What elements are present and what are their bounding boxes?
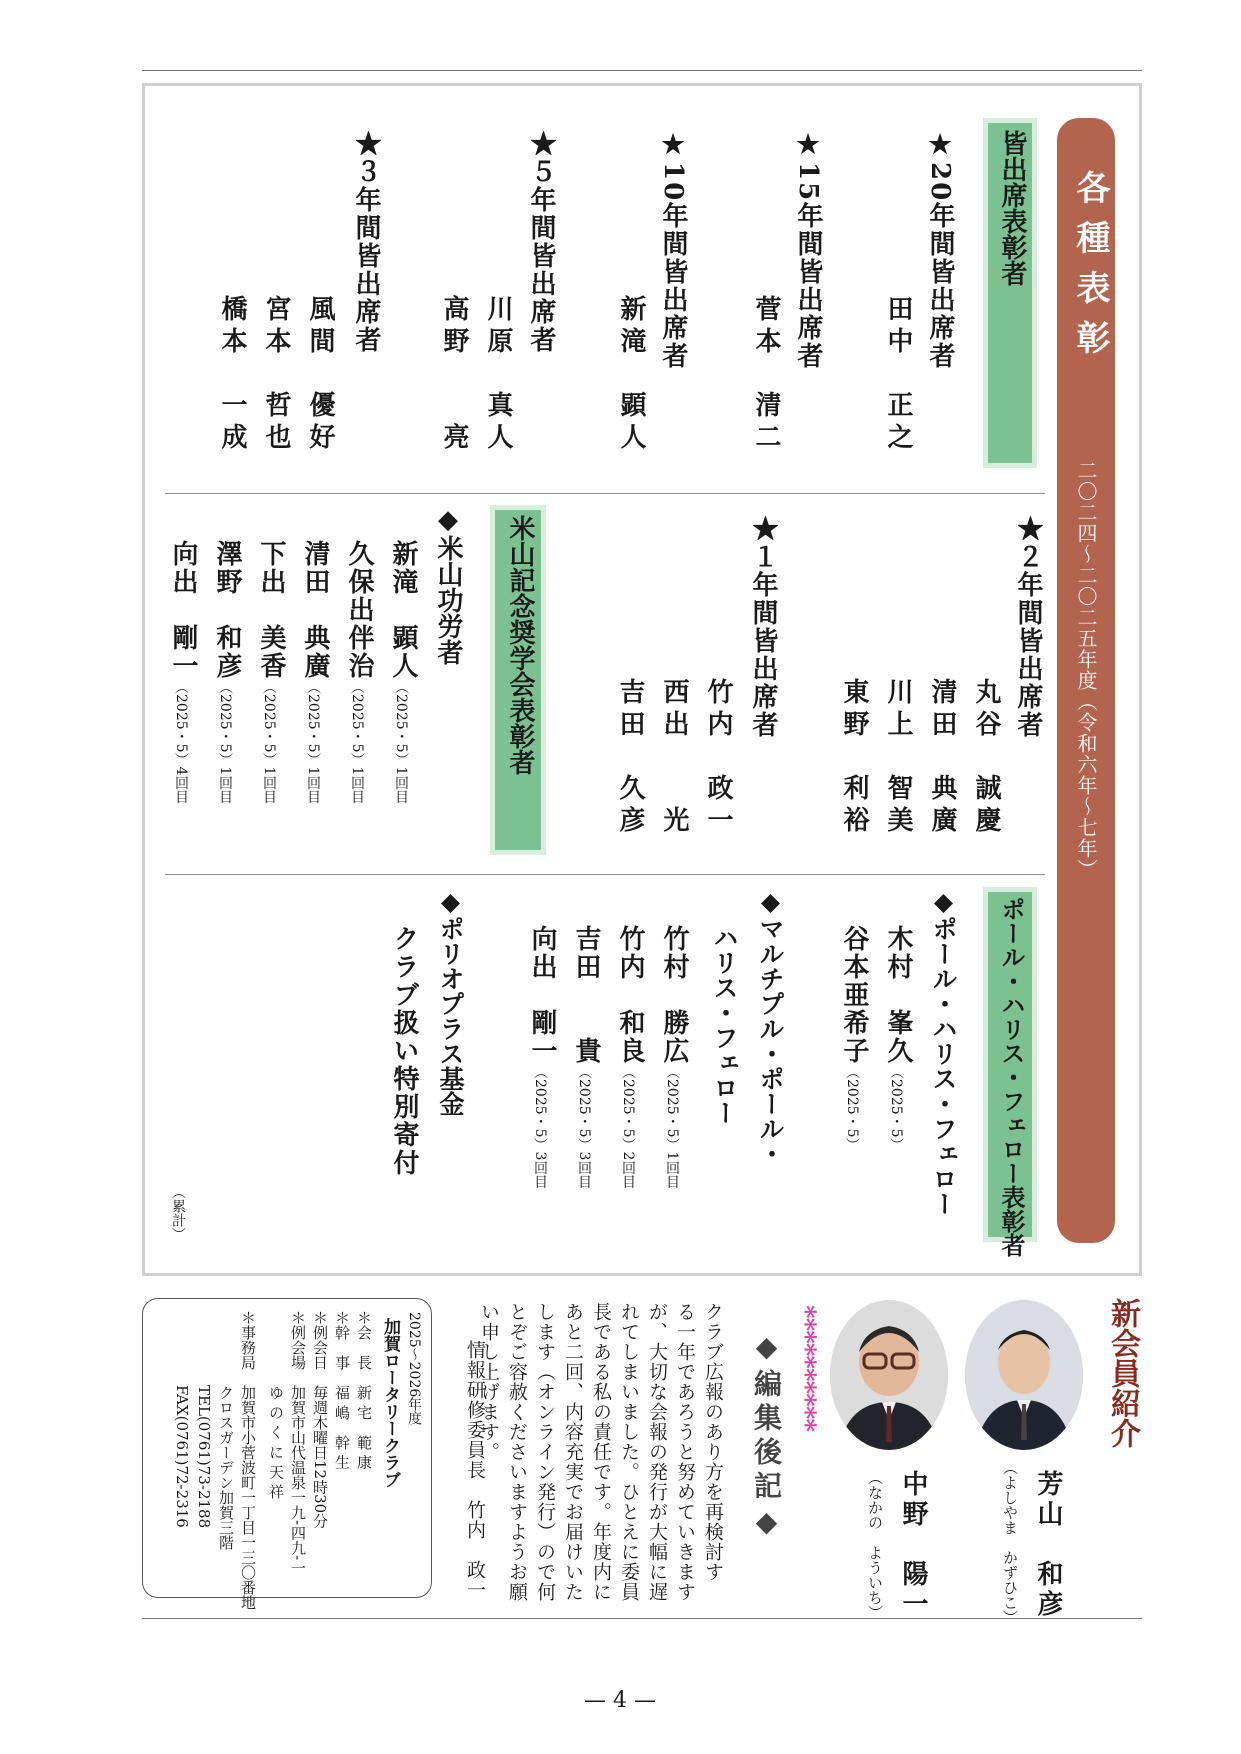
entry-name: 向出 剛一 <box>168 540 198 680</box>
group-label-3: ★３年間皆出席者 <box>351 130 381 354</box>
entry-name: 向出 剛一 <box>527 925 557 1065</box>
ph-sub3-line: クラブ扱い特別寄付 <box>389 925 419 1177</box>
member-name: 田中 正之 <box>883 295 913 455</box>
bottom-rule <box>142 1618 1142 1619</box>
entry-name: 清田 典廣 <box>300 540 330 680</box>
member-name: 宮本 哲也 <box>261 295 291 455</box>
editor-line: とぞご容赦くださいますようお願 <box>506 1302 528 1602</box>
entry-name: 谷本亜希子 <box>839 925 869 1065</box>
member-name: 高野 亮 <box>439 295 469 455</box>
club-info-line: ＊例会日 毎週木曜日12時30分 <box>311 1310 329 1529</box>
entry-note: （2025・5） <box>844 1065 860 1152</box>
member-reading: （よしやま かずひこ） <box>1001 1460 1019 1625</box>
group-label-2: ★２年間皆出席者 <box>1013 515 1043 739</box>
group-label-20: ★20年間皆出席者 <box>925 130 955 371</box>
person-photo-icon <box>830 1300 948 1450</box>
entry-name: 竹村 勝広 <box>659 925 689 1065</box>
club-info-line: ＊事務局 加賀市小菅波町一丁目一三〇番地 <box>239 1310 257 1610</box>
club-info-line: ＊幹 事 福 嶋 幹 生 <box>333 1310 351 1470</box>
member-name: 橋本 一成 <box>217 295 247 455</box>
club-name: 加賀ロータリークラブ <box>380 1318 400 1488</box>
member-name: 新滝 顕人 <box>616 295 646 455</box>
separator-1 <box>165 493 1045 494</box>
entry-name: 下出 美香 <box>256 540 286 680</box>
editor-line: る一年であろうと努めていきます <box>674 1302 696 1602</box>
member-name: 川原 真人 <box>483 295 513 455</box>
entry-note: （2025・5）1回目 <box>664 1065 680 1189</box>
decorative-stars: ********** <box>790 1305 820 1431</box>
club-year: 2025～2026年度 <box>406 1312 422 1426</box>
ph-sub1: ◆ポール・ハリス・フェロー <box>929 887 958 1216</box>
ph-sub3-note: （累計） <box>170 1185 186 1241</box>
entry-name: 吉田 貴 <box>571 925 601 1065</box>
yoneyama-heading: 米山記念奨学会表彰者 <box>505 515 535 775</box>
group-label-5: ★５年間皆出席者 <box>526 130 556 354</box>
entry-note: （2025・5）1回目 <box>261 680 277 804</box>
new-members-heading: 新会員紹介 <box>1105 1298 1140 1448</box>
entry-name: 木村 峯久 <box>883 925 913 1065</box>
entry-name: 澤野 和彦 <box>212 540 242 680</box>
member-name: 中野 陽一 <box>898 1470 928 1620</box>
editor-line: 長である私の責任です。年度内に <box>590 1302 612 1602</box>
entry-note: （2025・5）1回目 <box>393 680 409 804</box>
ph-sub3: ◆ポリオプラス基金 <box>436 887 465 1116</box>
group-label-15: ★15年間皆出席者 <box>793 130 823 371</box>
member-name: 芳山 和彦 <box>1033 1470 1063 1620</box>
member-name: 川上 智美 <box>883 678 913 838</box>
kaishusseki-heading: 皆出席表彰者 <box>997 130 1027 286</box>
entry-name: 新滝 顕人 <box>388 540 418 680</box>
person-photo-icon <box>965 1300 1083 1450</box>
member-photo-yoshiyama <box>965 1300 1083 1450</box>
entry-note: （2025・5）4回目 <box>173 680 189 804</box>
group-label-10: ★10年間皆出席者 <box>658 130 688 371</box>
editor-line: い申し上げます。 <box>478 1302 500 1462</box>
entry-name: 竹内 和良 <box>615 925 645 1065</box>
editor-line: れてしまいました。ひとえに委員 <box>618 1302 640 1602</box>
entry-note: （2025・5）2回目 <box>620 1065 636 1189</box>
member-name: 清田 典廣 <box>927 678 957 838</box>
club-info-line: ＊例会場 加賀市山代温泉一九-四九-一 <box>289 1310 307 1576</box>
member-reading: （なかの よういち） <box>866 1470 884 1620</box>
page-title: 各種表彰 <box>1070 170 1110 370</box>
yoneyama-subheading: ◆米山功労者 <box>433 505 463 665</box>
entry-note: （2025・5）1回目 <box>305 680 321 804</box>
member-name: 風間 優好 <box>305 295 335 455</box>
editor-line: あと二回、内容充実でお届けいた <box>562 1302 584 1602</box>
club-info-line: FAX(0761)72-2316 <box>173 1310 191 1528</box>
editor-signature: 情報研修委員長 竹内 政一 <box>464 1340 486 1600</box>
period-label: 二〇二四～二〇二五年度（令和六年～七年） <box>1074 460 1098 880</box>
ph-sub2: ◆マルチプル・ポール・ <box>756 887 785 1166</box>
page-number: — 4 — <box>584 1688 656 1713</box>
editor-line: クラブ広報のあり方を再検討す <box>702 1302 724 1582</box>
entry-note: （2025・5）3回目 <box>576 1065 592 1189</box>
entry-note: （2025・5）1回目 <box>349 680 365 804</box>
club-info-line: クロスガーデン加賀三階 <box>217 1310 235 1550</box>
editor-line: が、大切な会報の発行が大幅に遅 <box>646 1302 668 1602</box>
ph-sub2b: ハリス・フェロー <box>710 925 739 1125</box>
entry-name: 久保出伴治 <box>344 540 374 680</box>
member-name: 丸谷 誠慶 <box>971 678 1001 838</box>
editor-line: します（オンライン発行）ので何 <box>534 1302 556 1602</box>
group-label-1: ★１年間皆出席者 <box>748 515 778 739</box>
member-name: 東野 利裕 <box>839 678 869 838</box>
member-name: 竹内 政一 <box>703 678 733 838</box>
member-name: 西出 光 <box>659 678 689 838</box>
club-info-line: TEL(0761)73-2188 <box>195 1310 213 1529</box>
member-photo-nakano <box>830 1300 948 1450</box>
club-info-line: ＊会 長 新 宅 範 康 <box>355 1310 373 1470</box>
separator-2 <box>165 874 1045 875</box>
entry-note: （2025・5） <box>888 1065 904 1152</box>
club-info-line: ゆ の く に 天 祥 <box>267 1310 285 1499</box>
entry-note: （2025・5）1回目 <box>217 680 233 804</box>
entry-note: （2025・5）3回目 <box>532 1065 548 1189</box>
member-name: 吉田 久彦 <box>615 678 645 838</box>
paulharris-heading: ポール・ハリス・フェロー表彰者 <box>997 897 1026 1257</box>
top-rule <box>142 70 1142 71</box>
editor-heading: ◆編集後記◆ <box>750 1330 783 1544</box>
member-name: 菅本 清二 <box>751 295 781 455</box>
